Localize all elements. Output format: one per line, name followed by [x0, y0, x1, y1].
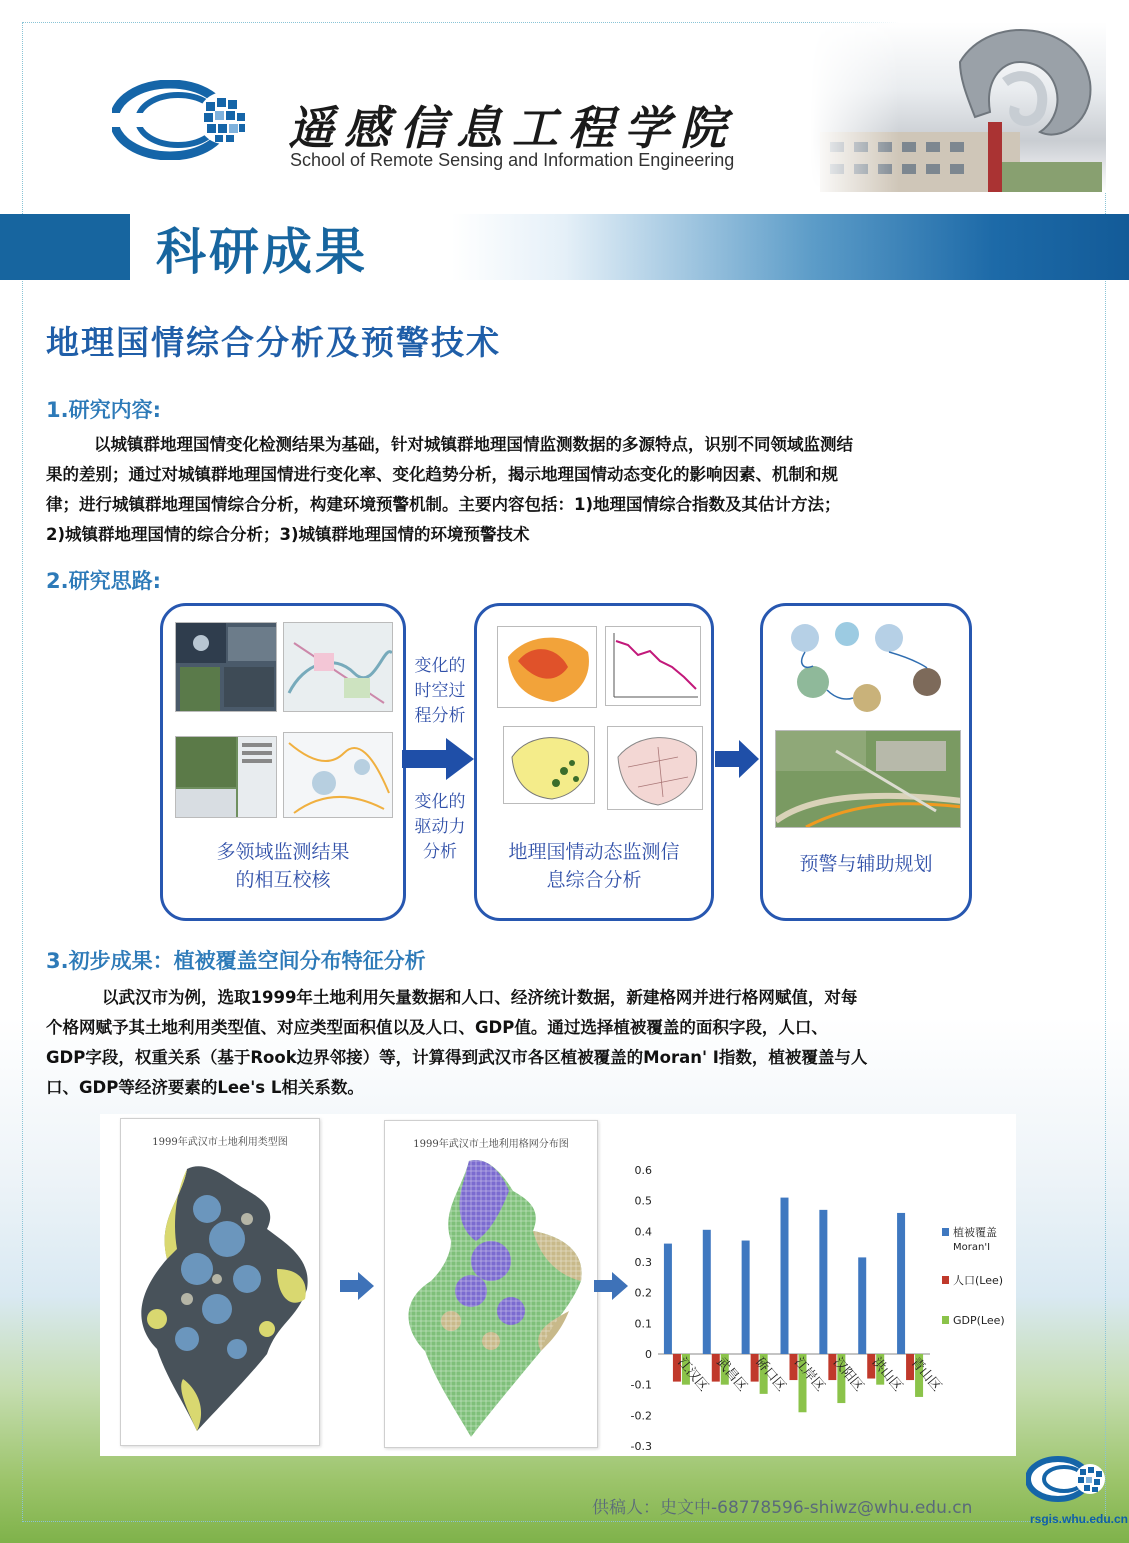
- monitoring-map-image: [283, 622, 393, 712]
- poster-title: 地理国情综合分析及预警技术: [46, 323, 501, 362]
- footer-website: rsgis.whu.edu.cn: [1030, 1512, 1129, 1526]
- results-arrow-1: [340, 1272, 376, 1300]
- y-tick-label: 0.2: [634, 1286, 652, 1300]
- banner-title: 科研成果: [156, 223, 368, 281]
- bar-vegetation: [897, 1213, 905, 1354]
- section1-line: 果的差别；通过对城镇群地理国情进行变化率、变化趋势分析，揭示地理国情动态变化的影响因素、机制和规: [46, 465, 838, 484]
- section3-line: 个格网赋予其土地利用类型值、对应类型面积值以及人口、GDP值。通过选择植被覆盖的面积字段，人口、: [46, 1018, 828, 1037]
- bar-vegetation: [664, 1244, 672, 1354]
- section3-heading: 3.初步成果：植被覆盖空间分布特征分析: [46, 949, 426, 973]
- section1-heading: 1.研究内容:: [46, 398, 161, 422]
- y-tick-label: 0.4: [634, 1225, 652, 1239]
- wuhan-grid-shape: [391, 1151, 591, 1441]
- banner-accent-block: [0, 214, 130, 280]
- correlation-bar-chart: [620, 1158, 1016, 1456]
- land-use-grid-map-title: 1999年武汉市土地利用格网分布图: [413, 1139, 569, 1150]
- china-heat-map: [497, 626, 597, 708]
- x-category-label: 洪山区: [868, 1354, 906, 1395]
- x-category-label: 江汉区: [674, 1354, 711, 1395]
- y-tick-label: 0: [645, 1348, 652, 1361]
- school-name-chinese: 遥感信息工程学院: [288, 101, 736, 155]
- y-tick-label: 0.3: [634, 1256, 652, 1269]
- bar-vegetation: [742, 1241, 750, 1354]
- flow-box-dynamic-caption: 地理国情动态监测信 息综合分析: [508, 841, 680, 891]
- flow-box-monitoring-caption: 多领域监测结果 的相互校核: [216, 841, 350, 891]
- y-tick-label: -0.3: [630, 1440, 652, 1453]
- x-category-label: 江岸区: [790, 1354, 828, 1395]
- monitoring-software-screenshot: [175, 736, 277, 818]
- monitoring-network-map: [283, 732, 393, 818]
- flow-label-spatiotemporal: 变化的 时空过 程分析: [414, 656, 466, 726]
- satellite-planning-image: [775, 730, 961, 828]
- flow-box-warning-caption: 预警与辅助规划: [799, 853, 933, 875]
- legend-label: 人口(Lee): [953, 1274, 1004, 1287]
- section1-paragraph: [46, 430, 1086, 550]
- bar-vegetation: [819, 1210, 827, 1354]
- x-category-label: 汉阳区: [829, 1354, 867, 1395]
- bar-vegetation: [858, 1257, 866, 1354]
- warning-system-diagram: [777, 620, 957, 716]
- china-boundary-map: [607, 726, 703, 810]
- trend-line-chart: [605, 626, 701, 706]
- x-category-label: 硚口区: [752, 1354, 789, 1395]
- y-tick-label: -0.2: [630, 1409, 652, 1423]
- legend-swatch: [942, 1228, 949, 1236]
- section3-line: 以武汉市为例，选取1999年土地利用矢量数据和人口、经济统计数据，新建格网并进行格网赋值，对每: [102, 988, 858, 1007]
- section1-line: 2)城镇群地理国情的综合分析；3)城镇群地理国情的环境预警技术: [46, 525, 530, 544]
- flow-box-warning-planning: [760, 603, 972, 921]
- section3-line: GDP字段，权重关系（基于Rook边界邻接）等，计算得到武汉市各区植被覆盖的Moran' I指数，植被覆盖与人: [46, 1048, 868, 1067]
- section2-heading: 2.研究思路:: [46, 569, 161, 593]
- legend-label: Moran'I: [953, 1242, 991, 1253]
- contact-info: 供稿人：史文中-68778596-shiwz@whu.edu.cn: [592, 1498, 973, 1518]
- x-category-label: 青山区: [907, 1354, 945, 1395]
- flow-arrow-2: [715, 740, 761, 778]
- land-use-type-map: [120, 1118, 320, 1446]
- land-use-type-map-title: 1999年武汉市土地利用类型图: [152, 1137, 288, 1148]
- school-logo: [112, 80, 262, 160]
- flow-arrow-1: [402, 738, 476, 780]
- section1-line: 以城镇群地理国情变化检测结果为基础，针对城镇群地理国情监测数据的多源特点，识别不同领域监测结: [94, 435, 853, 454]
- y-tick-label: 0.1: [634, 1317, 652, 1331]
- monitoring-collage-image: [175, 622, 277, 712]
- bar-vegetation: [781, 1198, 789, 1354]
- section3-paragraph: [46, 983, 1086, 1103]
- flow-box-dynamic-analysis: [474, 603, 714, 921]
- y-tick-label: 0.6: [634, 1164, 652, 1177]
- bar-vegetation: [703, 1230, 711, 1354]
- flow-label-driving-force: 变化的 驱动力 分析: [414, 792, 466, 862]
- x-category-label: 武昌区: [713, 1354, 750, 1395]
- wuhan-land-use-shape: [127, 1149, 317, 1439]
- y-tick-label: -0.1: [630, 1378, 652, 1392]
- section3-line: 口、GDP等经济要素的Lee's L相关系数。: [46, 1078, 364, 1097]
- legend-swatch: [942, 1316, 949, 1324]
- legend-swatch: [942, 1276, 949, 1284]
- china-vegetation-map: [503, 726, 595, 804]
- school-name-english: School of Remote Sensing and Information Engineering: [290, 150, 735, 170]
- legend-label: GDP(Lee): [953, 1314, 1005, 1327]
- land-use-grid-map: [384, 1120, 598, 1448]
- footer-school-logo: [1026, 1455, 1110, 1503]
- section1-line: 律；进行城镇群地理国情综合分析，构建环境预警机制。主要内容包括：1)地理国情综合指数及其估计方法；: [46, 495, 841, 514]
- campus-sculpture-photo: [810, 22, 1106, 192]
- flow-box-monitoring: [160, 603, 406, 921]
- legend-label: 植被覆盖: [953, 1226, 997, 1239]
- y-tick-label: 0.5: [634, 1194, 652, 1208]
